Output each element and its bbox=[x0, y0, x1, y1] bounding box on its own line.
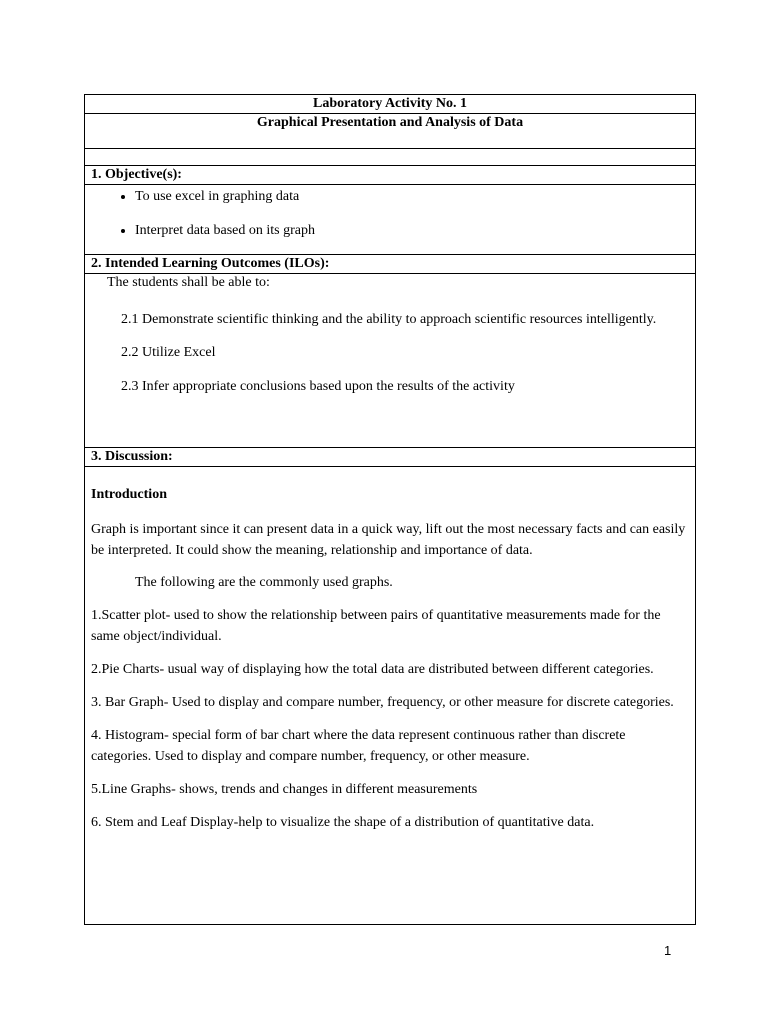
ilos-heading: 2. Intended Learning Outcomes (ILOs): bbox=[85, 255, 696, 274]
page-number: 1 bbox=[664, 943, 672, 958]
objective-item: • Interpret data based on its graph bbox=[135, 222, 689, 240]
graph-type-item: 2.Pie Charts- usual way of displaying how the total data are distributed between different categories. bbox=[91, 662, 654, 677]
ilos-intro: The students shall be able to: bbox=[107, 275, 270, 290]
objectives-cell bbox=[85, 185, 696, 255]
discussion-cell bbox=[85, 467, 696, 925]
objectives-list bbox=[91, 188, 689, 240]
discussion-heading: 3. Discussion: bbox=[85, 448, 696, 467]
activity-table bbox=[84, 94, 696, 925]
introduction-heading: Introduction bbox=[91, 487, 167, 502]
graph-type-item: 5.Line Graphs- shows, trends and changes in different measurements bbox=[91, 782, 478, 797]
ilos-cell bbox=[85, 274, 696, 448]
graph-type-item: 3. Bar Graph- Used to display and compare number, frequency, or other measure for discrete categories. bbox=[91, 695, 674, 710]
graph-type-item: 4. Histogram- special form of bar chart where the data represent continuous rather than discrete categories. Used to display and compare number, frequency, or other measure. bbox=[91, 728, 626, 764]
ilo-item: 2.2 Utilize Excel bbox=[121, 345, 216, 360]
activity-title: Laboratory Activity No. 1 bbox=[85, 95, 696, 114]
graphs-lead-in: The following are the commonly used graphs. bbox=[135, 575, 393, 590]
ilo-item: 2.3 Infer appropriate conclusions based upon the results of the activity bbox=[121, 379, 515, 394]
objective-item: • To use excel in graphing data bbox=[135, 188, 689, 206]
objectives-heading: 1. Objective(s): bbox=[85, 166, 696, 185]
graph-type-item: 1.Scatter plot- used to show the relationship between pairs of quantitative measurements made for the same object/individual. bbox=[91, 608, 661, 644]
activity-subtitle: Graphical Presentation and Analysis of Data bbox=[85, 114, 696, 149]
intro-paragraph: Graph is important since it can present data in a quick way, lift out the most necessary facts and can easily be interpreted. It could show the meaning, relationship and importance of data. bbox=[91, 522, 686, 558]
graph-type-item: 6. Stem and Leaf Display-help to visualize the shape of a distribution of quantitative data. bbox=[91, 815, 595, 830]
spacer-row bbox=[85, 149, 696, 166]
ilo-item: 2.1 Demonstrate scientific thinking and the ability to approach scientific resources intelligently. bbox=[121, 312, 657, 327]
